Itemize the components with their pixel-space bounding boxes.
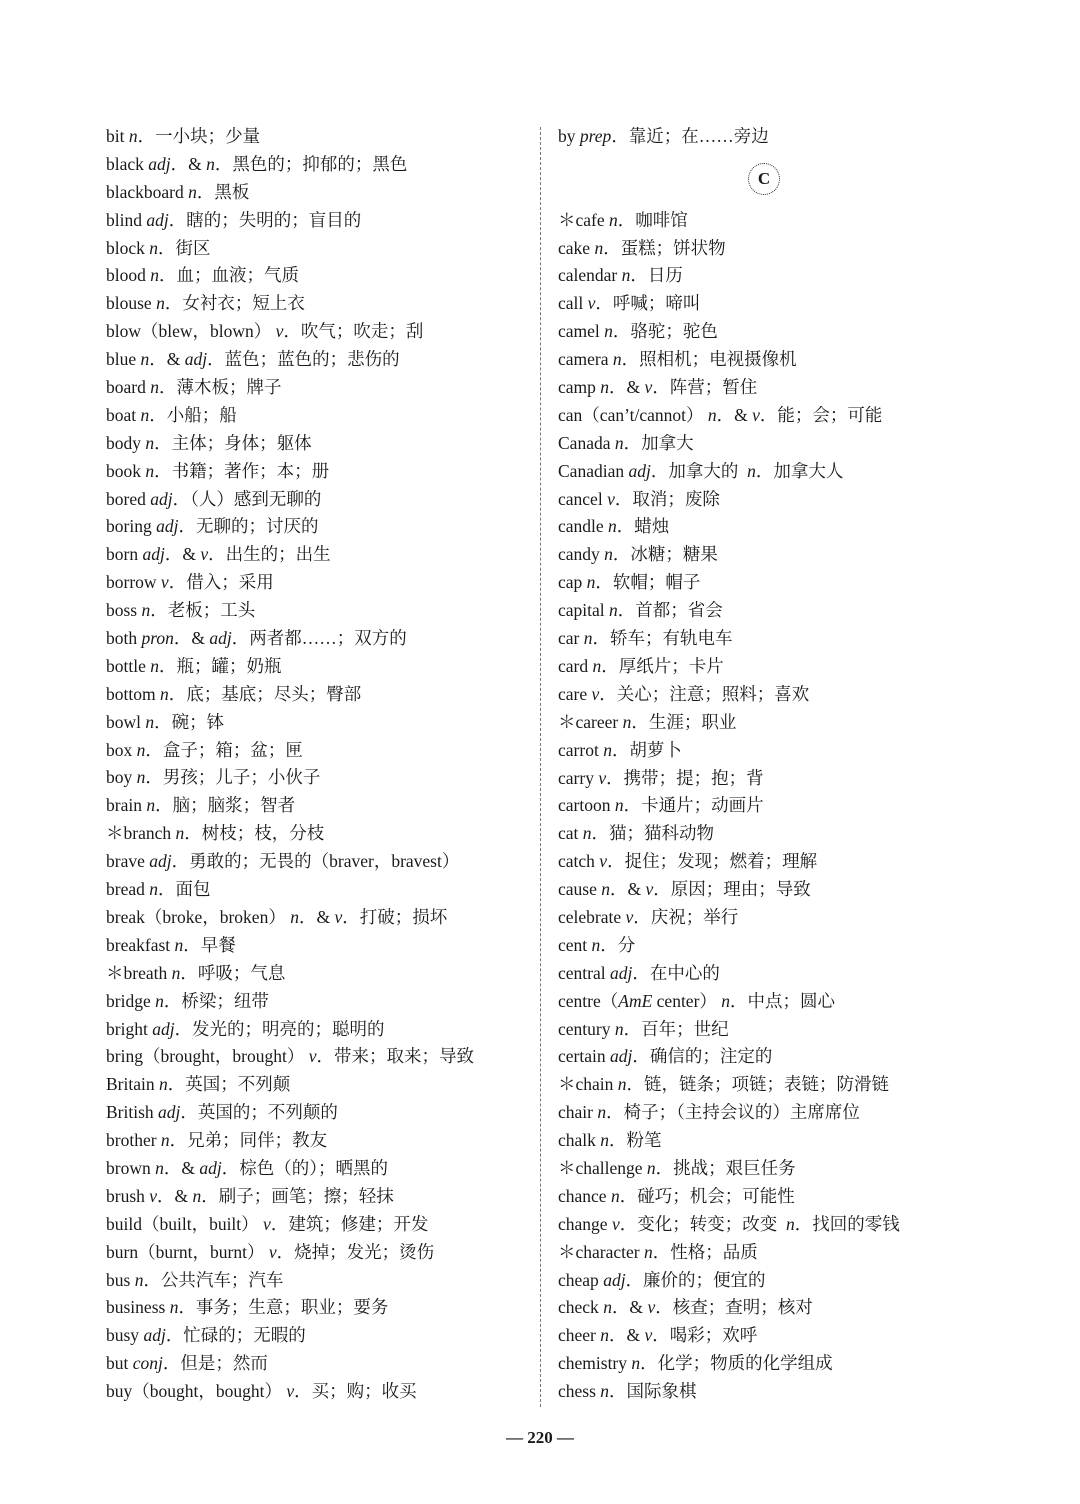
entry-word: carry	[558, 767, 594, 788]
entry-word: Canada	[558, 432, 611, 453]
vocab-entry	[558, 1378, 998, 1406]
entry-definition: n．面包	[149, 879, 211, 900]
entry-definition: n．骆驼；驼色	[604, 321, 718, 342]
entry-word: boy	[106, 767, 133, 788]
entry-definition: n．血；血液；气质	[150, 265, 299, 286]
entry-definition: n．链，链条；项链；表链；防滑链	[617, 1074, 890, 1095]
entry-definition: n．桥梁；纽带	[155, 990, 269, 1011]
entry-word: chemistry	[558, 1353, 628, 1374]
vocab-entry	[558, 960, 998, 988]
entry-definition: n．蛋糕；饼状物	[594, 237, 726, 258]
entry-word: block	[106, 237, 145, 258]
entry-definition: n．性格；品质	[643, 1241, 758, 1262]
entry-word: chance	[558, 1185, 607, 1206]
entry-definition: （bought，bought） v．买；购；收买	[132, 1381, 417, 1402]
entry-word: care	[558, 683, 588, 704]
entry-word: bread	[106, 879, 145, 900]
entry-word: check	[558, 1297, 599, 1318]
entry-definition: n．化学；物质的化学组成	[631, 1353, 833, 1374]
entry-definition: v．变化；转变；改变 n．找回的零钱	[611, 1213, 900, 1234]
entry-word: candle	[558, 516, 604, 537]
section-letter-row	[558, 151, 998, 207]
entry-definition: adj．瞎的；失明的；盲目的	[146, 209, 362, 230]
entry-word: can	[558, 404, 583, 425]
entry-definition: adj．& n．黑色的；抑郁的；黑色	[148, 153, 408, 174]
entry-definition: n．咖啡馆	[609, 209, 688, 230]
entry-word: camp	[558, 377, 596, 398]
vocab-entry	[106, 597, 526, 625]
entry-word: blind	[106, 209, 142, 230]
entry-definition: n．早餐	[174, 934, 236, 955]
entry-word: brain	[106, 795, 142, 816]
vocab-entry	[558, 932, 998, 960]
entry-word: century	[558, 1018, 611, 1039]
vocab-entry	[558, 1155, 998, 1183]
vocab-entry	[106, 792, 526, 820]
entry-definition: （can’t/cannot） n．& v．能；会；可能	[582, 404, 883, 425]
vocab-entry	[558, 318, 998, 346]
entry-definition: adj．& v．出生的；出生	[142, 544, 331, 565]
entry-word: central	[558, 962, 606, 983]
entry-definition: n．& v．核查；查明；核对	[603, 1297, 813, 1318]
vocab-entry	[558, 709, 998, 737]
entry-definition: v．捉住；发现；燃着；理解	[599, 851, 818, 872]
entry-definition: adj．忙碌的；无暇的	[143, 1325, 306, 1346]
entry-word: brush	[106, 1185, 145, 1206]
vocab-entry	[106, 1267, 526, 1295]
vocab-entry	[106, 1183, 526, 1211]
entry-word: brown	[106, 1157, 151, 1178]
vocab-entry	[106, 1294, 526, 1322]
vocab-entry	[106, 932, 526, 960]
entry-definition: n．椅子；（主持会议的）主席席位	[597, 1102, 860, 1123]
entry-word: business	[106, 1297, 166, 1318]
entry-word: ＊cafe	[558, 209, 605, 230]
entry-definition: n．分	[591, 934, 636, 955]
entry-definition: v．借入；采用	[160, 572, 274, 593]
entry-word: bring	[106, 1046, 143, 1067]
entry-definition: n．日历	[621, 265, 683, 286]
entry-definition: n．& v．原因；理由；导致	[601, 879, 811, 900]
entry-word: chalk	[558, 1130, 596, 1151]
entry-definition: adj．无聊的；讨厌的	[156, 516, 319, 537]
vocab-entry	[558, 1322, 998, 1350]
vocab-entry	[558, 402, 998, 430]
entry-word: British	[106, 1102, 154, 1123]
entry-definition: v．& n．刷子；画笔；擦；轻抹	[149, 1185, 394, 1206]
entry-word: boss	[106, 600, 138, 621]
vocab-entry	[106, 458, 526, 486]
vocab-entry	[106, 988, 526, 1016]
entry-word: borrow	[106, 572, 157, 593]
entry-definition: conj．但是；然而	[132, 1353, 268, 1374]
vocab-entry	[106, 151, 526, 179]
entry-word: book	[106, 460, 141, 481]
entry-word: cat	[558, 823, 579, 844]
entry-word: by	[558, 126, 576, 146]
entry-definition: n．胡萝卜	[603, 739, 682, 760]
entry-word: blood	[106, 265, 146, 286]
entry-definition: n．黑板	[188, 181, 250, 202]
entry-definition: v．携带；提；抱；背	[598, 767, 764, 788]
entry-word: brother	[106, 1130, 157, 1151]
entry-definition: n．百年；世纪	[614, 1018, 729, 1039]
entry-word: blouse	[106, 293, 152, 314]
entry-definition: n．盒子；箱；盆；匣	[136, 739, 303, 760]
vocab-entry	[558, 792, 998, 820]
entry-word: certain	[558, 1046, 606, 1067]
entry-word: cause	[558, 879, 597, 900]
vocab-entry	[558, 653, 998, 681]
vocab-entry	[106, 1016, 526, 1044]
vocab-entry	[558, 1239, 998, 1267]
entry-word: ＊branch	[106, 823, 172, 844]
entry-definition: n．照相机；电视摄像机	[612, 349, 797, 370]
entry-word: blow	[106, 321, 141, 342]
vocab-entry	[558, 1211, 998, 1239]
vocab-entry	[558, 988, 998, 1016]
entry-definition: prep．靠近；在……旁边	[579, 126, 769, 146]
vocab-entry	[106, 262, 526, 290]
vocab-entry	[558, 1016, 998, 1044]
entry-word: blue	[106, 349, 137, 370]
entry-definition: n．碰巧；机会；可能性	[610, 1185, 795, 1206]
entry-word: cheer	[558, 1325, 596, 1346]
entry-definition: n．事务；生意；职业；要务	[169, 1297, 389, 1318]
vocab-entry	[106, 569, 526, 597]
entry-word: ＊character	[558, 1241, 640, 1262]
vocab-entry	[106, 123, 526, 151]
vocab-entry	[106, 1378, 526, 1406]
vocab-entry	[558, 681, 998, 709]
entry-definition: n．加拿大	[614, 432, 694, 453]
entry-word: ＊breath	[106, 962, 168, 983]
entry-word: ＊chain	[558, 1074, 614, 1095]
entry-word: Canadian	[558, 460, 625, 481]
entry-word: car	[558, 628, 580, 649]
entry-definition: n．男孩；儿子；小伙子	[136, 767, 321, 788]
entry-word: ＊career	[558, 711, 619, 732]
vocab-entry	[106, 904, 526, 932]
entry-word: bottle	[106, 655, 146, 676]
entry-definition: n．薄木板；牌子	[150, 377, 282, 398]
vocab-entry	[558, 1183, 998, 1211]
vocab-entry	[558, 1350, 998, 1378]
entry-word: but	[106, 1353, 129, 1374]
entry-word: black	[106, 153, 144, 174]
entry-definition: n．国际象棋	[600, 1381, 697, 1402]
vocab-entry	[558, 1071, 998, 1099]
entry-definition: adj．（人）感到无聊的	[150, 488, 322, 509]
entry-definition: adj．在中心的	[609, 962, 720, 983]
vocab-entry	[106, 876, 526, 904]
entry-word: break	[106, 906, 145, 927]
entry-definition: adj．廉价的；便宜的	[603, 1269, 766, 1290]
vocab-entry	[558, 904, 998, 932]
vocab-entry	[558, 765, 998, 793]
vocab-entry	[558, 569, 998, 597]
entry-definition: v．关心；注意；照料；喜欢	[591, 683, 810, 704]
vocab-entry	[106, 1211, 526, 1239]
entry-word: card	[558, 655, 589, 676]
vocab-entry	[558, 876, 998, 904]
vocab-entry	[106, 374, 526, 402]
vocab-entry	[558, 262, 998, 290]
section-letter-badge: C	[748, 163, 780, 195]
entry-definition: n．街区	[149, 237, 211, 258]
entry-definition: （brought，brought） v．带来；取来；导致	[142, 1046, 474, 1067]
entry-definition: adj．勇敢的；无畏的（braver，bravest）	[149, 851, 460, 872]
entry-definition: n．猫；猫科动物	[582, 823, 715, 844]
entry-word: bottom	[106, 683, 156, 704]
vocab-entry	[558, 1099, 998, 1127]
page-number: — 220 —	[506, 1428, 574, 1447]
entry-definition: v．取消；废除	[607, 488, 720, 509]
entry-word: Britain	[106, 1074, 155, 1095]
vocab-entry	[558, 513, 998, 541]
entry-word: cent	[558, 934, 588, 955]
vocab-entry	[106, 290, 526, 318]
entry-definition: n．碗；钵	[145, 711, 225, 732]
vocab-entry	[558, 123, 998, 151]
entry-definition: n．粉笔	[600, 1130, 662, 1151]
entry-word: catch	[558, 851, 595, 872]
entry-definition: n．英国；不列颠	[158, 1074, 291, 1095]
vocab-entry	[106, 430, 526, 458]
entry-word: cake	[558, 237, 591, 258]
entry-word: boring	[106, 516, 152, 537]
entry-word: cheap	[558, 1269, 599, 1290]
entry-definition: （built，built） v．建筑；修建；开发	[141, 1213, 429, 1234]
vocab-entry	[106, 1071, 526, 1099]
entry-definition: n．老板；工头	[141, 600, 256, 621]
entry-definition: n．厚纸片；卡片	[592, 655, 724, 676]
entry-definition: adj．发光的；明亮的；聪明的	[152, 1018, 385, 1039]
entry-word: bridge	[106, 990, 151, 1011]
vocab-entry	[106, 1099, 526, 1127]
entry-word: brave	[106, 851, 145, 872]
entry-word: busy	[106, 1325, 140, 1346]
vocab-entry	[106, 207, 526, 235]
vocab-entry	[106, 1350, 526, 1378]
entry-word: camel	[558, 321, 600, 342]
entry-definition: n．兄弟；同伴；教友	[160, 1130, 328, 1151]
entry-definition: n．呼吸；气息	[171, 962, 286, 983]
entry-word: centre	[558, 990, 601, 1011]
column-divider	[540, 127, 541, 1407]
vocab-entry	[106, 653, 526, 681]
entry-definition: pron．& adj．两者都……；双方的	[141, 628, 407, 649]
vocab-entry	[558, 1267, 998, 1295]
vocab-entry	[106, 737, 526, 765]
entry-word: body	[106, 432, 141, 453]
entry-word: bright	[106, 1018, 148, 1039]
vocab-entry	[106, 1239, 526, 1267]
entry-definition: n．一小块；少量	[128, 126, 261, 146]
entry-word: buy	[106, 1381, 133, 1402]
entry-word: bowl	[106, 711, 141, 732]
vocab-entry	[106, 486, 526, 514]
entry-word: bored	[106, 488, 146, 509]
entry-definition: n．书籍；著作；本；册	[145, 460, 330, 481]
entry-word: carrot	[558, 739, 599, 760]
vocab-entry	[558, 1294, 998, 1322]
vocab-entry	[106, 820, 526, 848]
entry-word: board	[106, 377, 146, 398]
entry-word: chair	[558, 1102, 593, 1123]
entry-word: cap	[558, 572, 583, 593]
vocab-entry	[558, 848, 998, 876]
entry-definition: （blew，blown） v．吹气；吹走；刮	[141, 321, 424, 342]
entry-definition: n．蜡烛	[608, 516, 670, 537]
entry-definition: n．冰糖；糖果	[604, 544, 718, 565]
entry-definition: n．& v．喝彩；欢呼	[600, 1325, 758, 1346]
entry-word: cartoon	[558, 795, 611, 816]
vocab-entry	[558, 541, 998, 569]
vocab-entry	[558, 235, 998, 263]
entry-definition: adj．英国的；不列颠的	[158, 1102, 338, 1123]
entry-definition: n．主体；身体；躯体	[145, 432, 312, 453]
entry-word: candy	[558, 544, 600, 565]
entry-word: change	[558, 1213, 608, 1234]
vocab-entry	[106, 1043, 526, 1071]
entry-definition: （burnt，burnt） v．烧掉；发光；烫伤	[138, 1241, 435, 1262]
vocab-entry	[106, 960, 526, 988]
entry-word: build	[106, 1213, 142, 1234]
entry-definition: n．脑；脑浆；智者	[146, 795, 296, 816]
entry-definition: n．公共汽车；汽车	[134, 1269, 284, 1290]
entry-definition: n．生涯；职业	[622, 711, 737, 732]
vocab-entry	[106, 1127, 526, 1155]
entry-definition: （AmE center） n．中点；圆心	[600, 990, 836, 1011]
entry-word: calendar	[558, 265, 618, 286]
entry-word: both	[106, 628, 138, 649]
vocab-entry	[106, 625, 526, 653]
vocab-entry	[106, 764, 526, 792]
vocab-entry	[106, 709, 526, 737]
entry-definition: n．底；基底；尽头；臀部	[159, 683, 362, 704]
vocab-entry	[106, 179, 526, 207]
vocab-entry	[558, 346, 998, 374]
entry-definition: v．庆祝；举行	[625, 906, 739, 927]
vocab-entry	[106, 1155, 526, 1183]
entry-word: cancel	[558, 488, 603, 509]
entry-definition: （broke，broken） n．& v．打破；损坏	[144, 906, 448, 927]
right-column	[558, 123, 998, 1406]
vocab-entry	[106, 681, 526, 709]
vocab-entry	[558, 820, 998, 848]
vocab-entry	[558, 1127, 998, 1155]
entry-word: bus	[106, 1269, 131, 1290]
entry-definition: n．卡通片；动画片	[614, 795, 764, 816]
entry-definition: n．轿车；有轨电车	[583, 628, 733, 649]
vocab-entry	[558, 486, 998, 514]
entry-definition: n．小船；船	[140, 404, 237, 425]
entry-word: bit	[106, 126, 125, 146]
entry-definition: n．& adj．蓝色；蓝色的；悲伤的	[140, 349, 400, 370]
vocab-entry	[558, 374, 998, 402]
entry-word: breakfast	[106, 934, 171, 955]
entry-definition: n．瓶；罐；奶瓶	[150, 655, 282, 676]
entry-definition: adj．确信的；注定的	[609, 1046, 773, 1067]
vocab-entry	[558, 207, 998, 235]
vocab-entry	[558, 290, 998, 318]
vocab-entry	[106, 848, 526, 876]
vocab-entry	[106, 318, 526, 346]
vocab-entry	[106, 235, 526, 263]
entry-word: capital	[558, 600, 605, 621]
entry-word: born	[106, 544, 139, 565]
vocab-entry	[558, 737, 998, 765]
entry-definition: n．& v．阵营；暂住	[600, 377, 758, 398]
vocab-entry	[558, 597, 998, 625]
entry-word: boat	[106, 404, 137, 425]
entry-word: ＊challenge	[558, 1157, 643, 1178]
entry-word: call	[558, 293, 584, 314]
entry-word: chess	[558, 1381, 596, 1402]
vocab-entry	[106, 402, 526, 430]
entry-definition: v．呼喊；啼叫	[587, 293, 701, 314]
entry-definition: n．女衬衣；短上衣	[156, 293, 305, 314]
vocab-entry	[558, 430, 998, 458]
entry-definition: n．树枝；枝，分枝	[175, 823, 325, 844]
entry-definition: n．软帽；帽子	[586, 572, 701, 593]
entry-word: camera	[558, 349, 609, 370]
entry-definition: adj．加拿大的 n．加拿大人	[628, 460, 844, 481]
vocab-entry	[106, 541, 526, 569]
vocab-entry	[558, 458, 998, 486]
vocab-entry	[106, 513, 526, 541]
entry-definition: n．& adj．棕色（的）；晒黑的	[155, 1157, 388, 1178]
entry-definition: n．首都；省会	[609, 600, 723, 621]
entry-definition: n．挑战；艰巨任务	[646, 1157, 796, 1178]
vocab-entry	[558, 1043, 998, 1071]
vocab-entry	[106, 346, 526, 374]
vocab-entry	[106, 1322, 526, 1350]
left-column	[106, 123, 526, 1406]
entry-word: blackboard	[106, 181, 184, 202]
entry-word: burn	[106, 1241, 139, 1262]
entry-word: box	[106, 739, 133, 760]
vocab-entry	[558, 625, 998, 653]
entry-word: celebrate	[558, 906, 622, 927]
